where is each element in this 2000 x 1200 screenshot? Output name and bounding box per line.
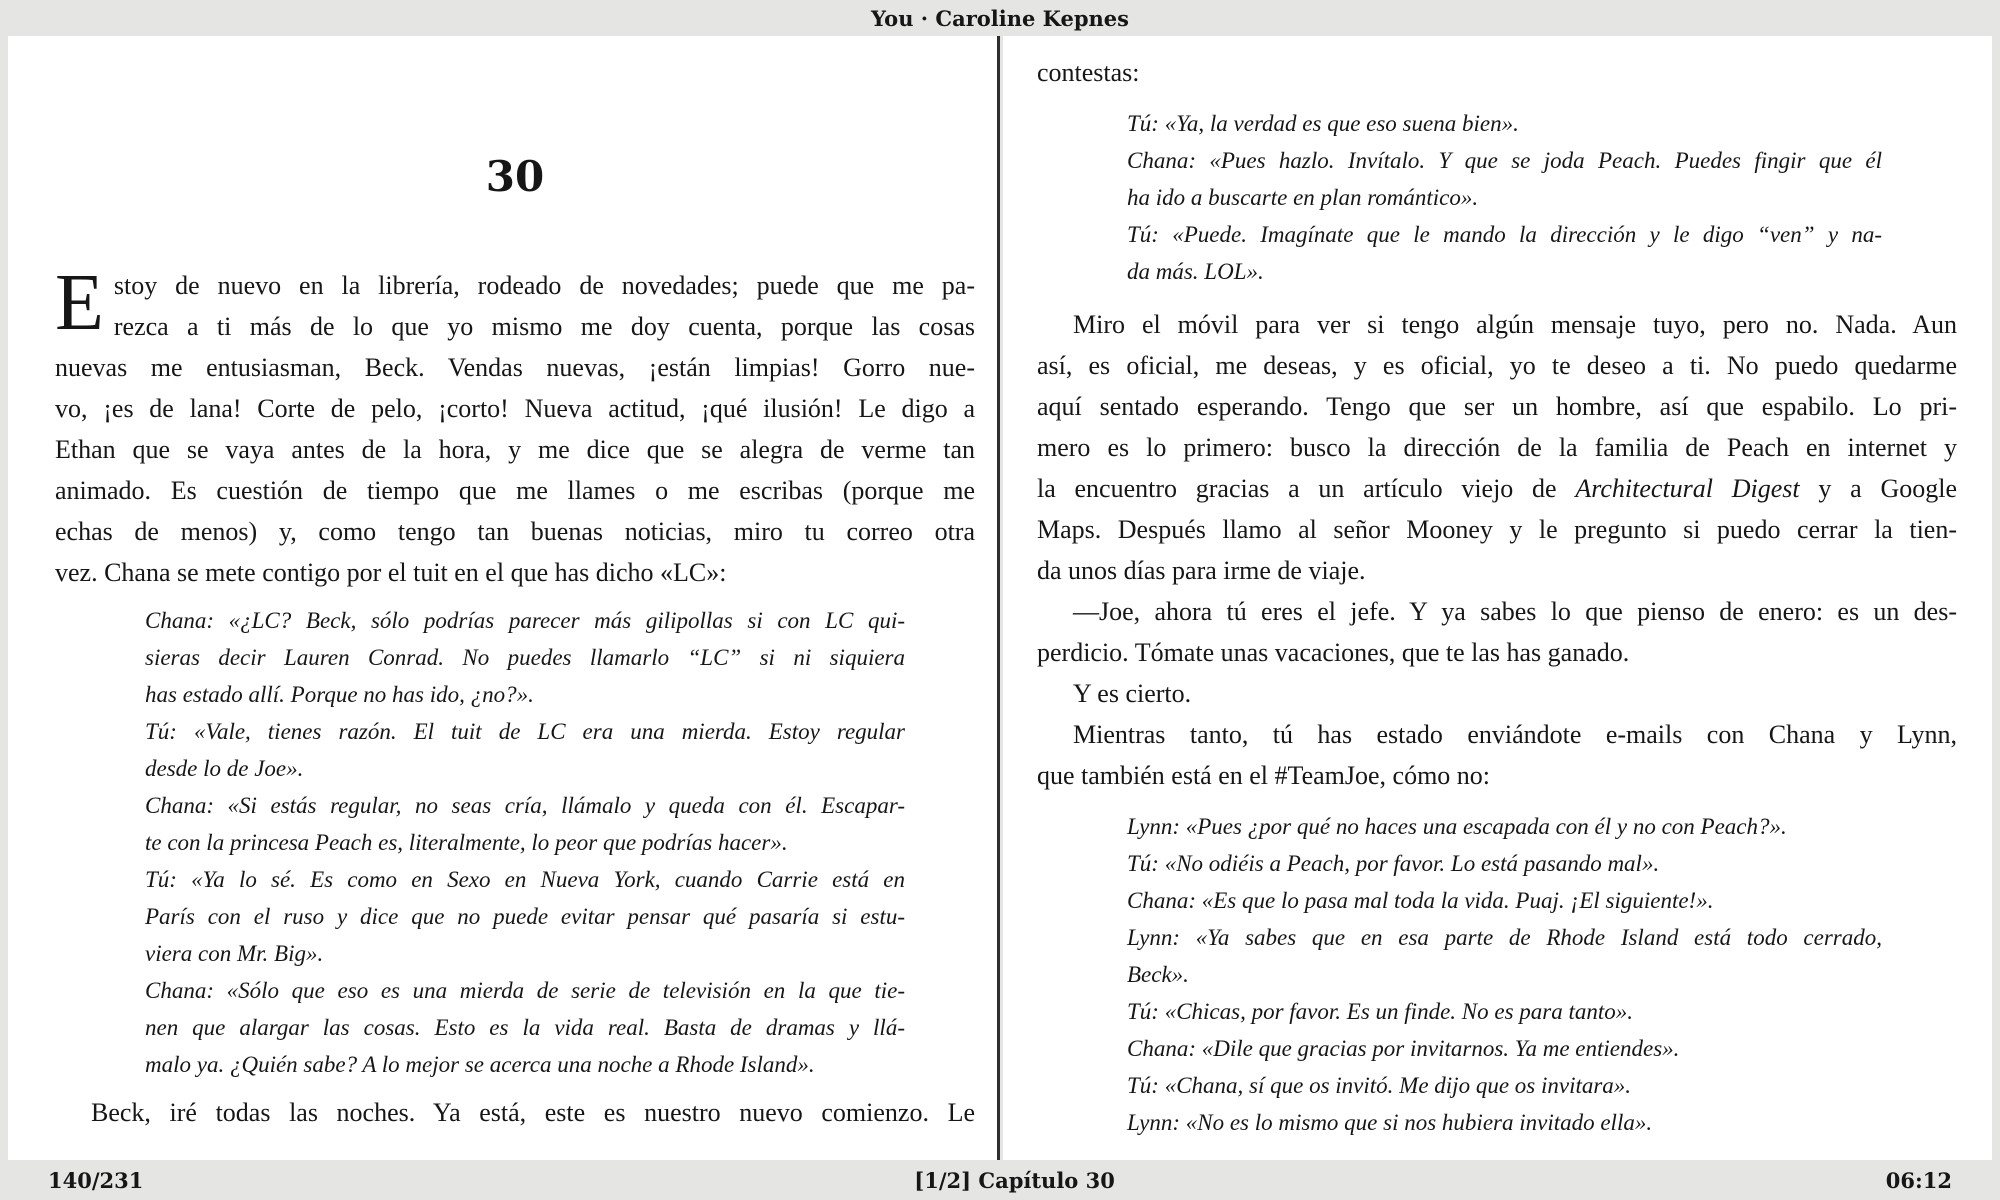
reader-header-bar[interactable] <box>0 0 2000 36</box>
text-line: Beck». <box>1127 962 1189 987</box>
text-line: Tú: «Ya, la verdad es que eso suena bien». <box>1127 111 1519 136</box>
text-line: Lynn: «Ya sabes que en esa parte de Rhode Island está todo cerrado, <box>1127 925 1882 950</box>
body-text-block <box>1037 52 1957 93</box>
text-line: animado. Es cuestión de tiempo que me llames o me escribas (porque me <box>55 476 975 505</box>
text-line: has estado allí. Porque no has ido, ¿no?». <box>145 682 534 707</box>
text-line: contestas: <box>1037 58 1140 87</box>
text-line: nen que alargar las cosas. Esto es la vida real. Basta de dramas y llá- <box>145 1015 905 1040</box>
reader-footer-bar[interactable] <box>0 1160 2000 1200</box>
text-line: Tú: «Puede. Imagínate que le mando la dirección y le digo “ven” y na- <box>1127 222 1882 247</box>
text-line: Tú: «Vale, tienes razón. El tuit de LC era una mierda. Estoy regular <box>145 719 905 744</box>
page-progress: 140/231 <box>48 1167 144 1193</box>
text-line: Lynn: «Pues ¿por qué no haces una escapada con él y no con Peach?». <box>1127 814 1787 839</box>
text-line: rezca a ti más de lo que yo mismo me doy cuenta, porque las cosas <box>113 312 975 341</box>
text-line: viera con Mr. Big». <box>145 941 324 966</box>
text-line: Tú: «Ya lo sé. Es como en Sexo en Nueva York, cuando Carrie está en <box>145 867 905 892</box>
page-right-content <box>1037 36 1957 1155</box>
text-line: Chana: «Si estás regular, no seas cría, llámalo y queda con él. Escapar- <box>145 793 905 818</box>
text-line: stoy de nuevo en la librería, rodeado de novedades; puede que me pa- <box>113 271 975 300</box>
text-line: Tú: «Chana, sí que os invitó. Me dijo que os invitara». <box>1127 1073 1632 1098</box>
text-line: Mientras tanto, tú has estado enviándote e-mails con Chana y Lynn, <box>1073 720 1957 749</box>
chapter-progress: [1/2] Capítulo 30 <box>914 1167 1115 1193</box>
text-line: Beck, iré todas las noches. Ya está, este es nuestro nuevo comienzo. Le <box>91 1098 975 1127</box>
text-line: Chana: «Pues hazlo. Invítalo. Y que se joda Peach. Puedes fingir que él <box>1127 148 1882 173</box>
text-line <box>1037 468 1957 509</box>
page-right[interactable] <box>1003 36 1992 1160</box>
text-line: París con el ruso y dice que no puede evitar pensar qué pasaría si estu- <box>145 904 905 929</box>
text-line: malo ya. ¿Quién sabe? A lo mejor se acerca una noche a Rhode Island». <box>145 1052 815 1077</box>
text-line: vez. Chana se mete contigo por el tuit en el que has dicho «LC»: <box>55 558 727 587</box>
text-line: aquí sentado esperando. Tengo que ser un hombre, así que espabilo. Lo pri- <box>1037 392 1957 421</box>
text-line: Maps. Después llamo al señor Mooney y le pregunto si puedo cerrar la tien- <box>1037 515 1957 544</box>
text-line: Ethan que se vaya antes de la hora, y me dice que se alegra de verme tan <box>55 435 975 464</box>
text-line: perdicio. Tómate unas vacaciones, que te las has ganado. <box>1037 638 1630 667</box>
clock: 06:12 <box>1885 1167 1952 1193</box>
text-line: Chana: «Es que lo pasa mal toda la vida. Puaj. ¡El siguiente!». <box>1127 888 1714 913</box>
text-line: te con la princesa Peach es, literalmente, lo peor que podrías hacer». <box>145 830 788 855</box>
chapter-number: 30 <box>485 152 545 201</box>
text-line: Tú: «Chicas, por favor. Es un finde. No es para tanto». <box>1127 999 1634 1024</box>
text-line: da más. LOL». <box>1127 259 1264 284</box>
text-line: nuevas me entusiasman, Beck. Vendas nuevas, ¡están limpias! Gorro nue- <box>55 353 975 382</box>
text-line: Miro el móvil para ver si tengo algún mensaje tuyo, pero no. Nada. Aun <box>1073 310 1957 339</box>
page-divider <box>997 36 1000 1160</box>
text-segment: y a Google <box>1799 474 1957 503</box>
dialogue-block <box>1127 105 1882 290</box>
text-line: Chana: «¿LC? Beck, sólo podrías parecer más gilipollas si con LC qui- <box>145 608 905 633</box>
dialogue-block <box>145 602 905 1083</box>
text-line: vo, ¡es de lana! Corte de pelo, ¡corto! Nueva actitud, ¡qué ilusión! Le digo a <box>55 394 975 423</box>
body-text-block <box>55 259 975 593</box>
page-left[interactable] <box>8 36 997 1160</box>
text-line: echas de menos) y, como tengo tan buenas noticias, miro tu correo otra <box>55 517 975 546</box>
dialogue-block <box>1127 808 1882 1141</box>
text-line: Tú: «No odiéis a Peach, por favor. Lo está pasando mal». <box>1127 851 1660 876</box>
text-line: da unos días para irme de viaje. <box>1037 556 1366 585</box>
text-line: mero es lo primero: busco la dirección de la familia de Peach en internet y <box>1037 433 1957 462</box>
text-segment: Architectural Digest <box>1575 474 1800 503</box>
text-line: Y es cierto. <box>1073 679 1192 708</box>
text-line: Chana: «Sólo que eso es una mierda de serie de televisión en la que tie- <box>145 978 905 1003</box>
text-line: —Joe, ahora tú eres el jefe. Y ya sabes lo que pienso de enero: es un des- <box>1073 597 1957 626</box>
text-segment: la encuentro gracias a un artículo viejo de <box>1037 474 1576 503</box>
text-line: sieras decir Lauren Conrad. No puedes llamarlo “LC” si ni siquiera <box>145 645 905 670</box>
opening-paragraph <box>55 259 975 593</box>
page-left-content <box>55 36 975 1133</box>
drop-cap: E <box>55 259 104 347</box>
text-line: Chana: «Dile que gracias por invitarnos. Ya me entiendes». <box>1127 1036 1680 1061</box>
text-line: desde lo de Joe». <box>145 756 304 781</box>
text-line: así, es oficial, me deseas, y es oficial, yo te deseo a ti. No puedo quedarme <box>1037 351 1957 380</box>
text-line: que también está en el #TeamJoe, cómo no: <box>1037 761 1491 790</box>
text-line: ha ido a buscarte en plan romántico». <box>1127 185 1479 210</box>
body-text-block <box>1037 304 1957 796</box>
text-line: Lynn: «No es lo mismo que si nos hubiera invitado ella». <box>1127 1110 1653 1135</box>
body-text-block <box>55 1092 975 1133</box>
book-title: You · Caroline Kepnes <box>871 5 1129 31</box>
